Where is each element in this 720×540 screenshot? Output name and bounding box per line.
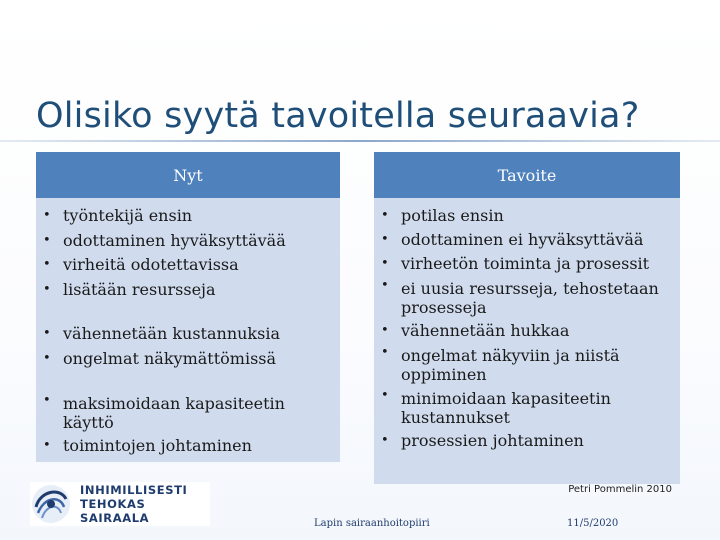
title-area xyxy=(0,0,720,150)
bullet-item: • prosessien johtaminen xyxy=(374,429,680,453)
column-body-goal xyxy=(374,198,680,484)
bullet-item: • toimintojen johtaminen xyxy=(36,434,340,459)
column-goal xyxy=(374,152,680,484)
column-now xyxy=(36,152,340,462)
bullet-group xyxy=(36,391,340,459)
footer-organization: Lapin sairaanhoitopiiri xyxy=(314,518,430,529)
bullet-item: • lisätään resursseja xyxy=(36,278,340,303)
bullet-item: • vähennetään hukkaa xyxy=(374,319,680,343)
bullet-list xyxy=(374,204,680,453)
bullet-item: • ongelmat näkyviin ja niistä oppiminen xyxy=(374,343,680,386)
bullet-item: • odottaminen ei hyväksyttävää xyxy=(374,228,680,252)
logo-line-1: INHIMILLISESTI xyxy=(80,483,188,497)
column-header-now: Nyt xyxy=(36,152,340,198)
bullet-item: • virheetön toiminta ja prosessit xyxy=(374,252,680,276)
bullet-item: • odottaminen hyväksyttävää xyxy=(36,229,340,254)
logo-line-2: TEHOKAS SAIRAALA xyxy=(80,497,150,525)
bullet-item: • ei uusia resursseja, tehostetaan prosesseja xyxy=(374,276,680,319)
column-header-goal: Tavoite xyxy=(374,152,680,198)
slide-title: Olisiko syytä tavoitella seuraavia? xyxy=(36,96,640,136)
bullet-item: • ongelmat näkymättömissä xyxy=(36,347,340,372)
bullet-item: • minimoidaan kapasiteetin kustannukset xyxy=(374,386,680,429)
bullet-group xyxy=(36,322,340,371)
bullet-item: • virheitä odotettavissa xyxy=(36,253,340,278)
footer-author: Petri Pommelin 2010 xyxy=(568,484,672,495)
footer-date: 11/5/2020 xyxy=(567,518,619,529)
bullet-group xyxy=(36,204,340,302)
title-divider xyxy=(0,140,720,142)
hospital-logo xyxy=(30,482,210,526)
swirl-logo-icon xyxy=(30,483,72,525)
bullet-item: • potilas ensin xyxy=(374,204,680,228)
bullet-item: • vähennetään kustannuksia xyxy=(36,322,340,347)
bullet-item: • maksimoidaan kapasiteetin käyttö xyxy=(36,391,340,434)
bullet-item: • työntekijä ensin xyxy=(36,204,340,229)
logo-text xyxy=(80,483,210,525)
column-body-now xyxy=(36,198,340,462)
